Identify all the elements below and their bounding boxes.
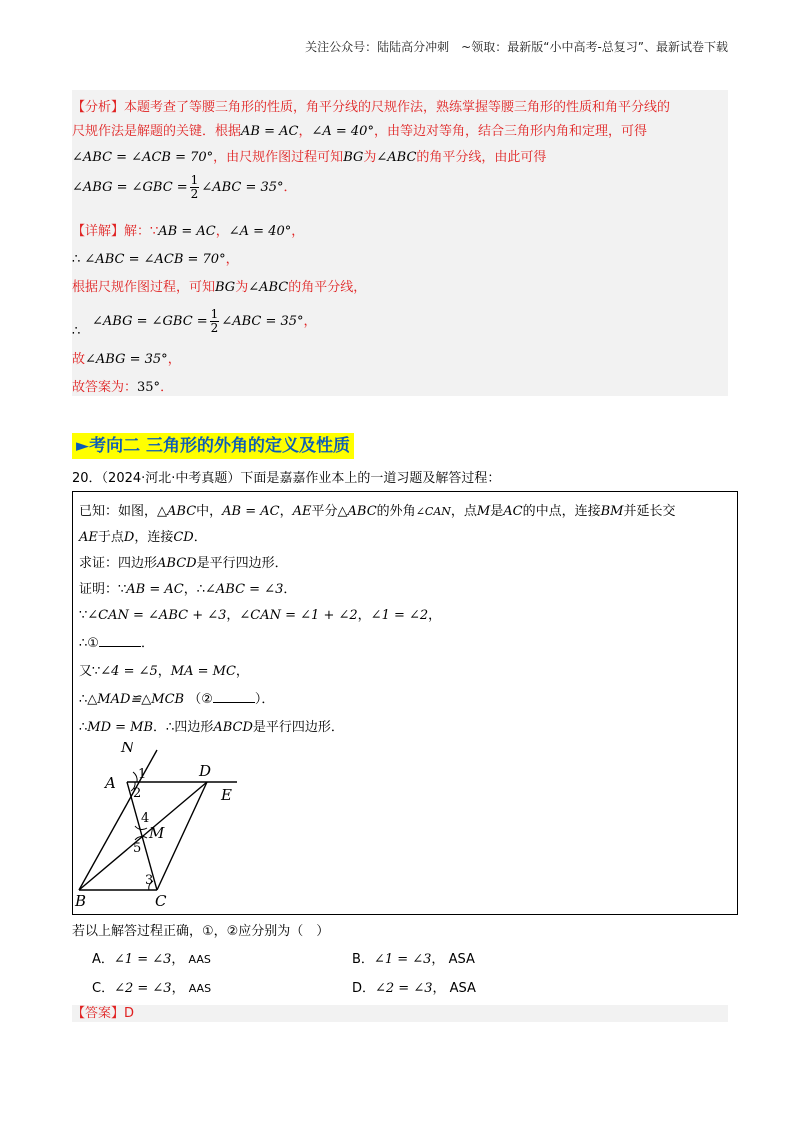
math: ∠4 = ∠5 (100, 664, 158, 679)
line-DC (157, 782, 207, 890)
prove-line (79, 552, 288, 571)
math: 35° (137, 380, 161, 395)
text: 中， (196, 504, 223, 519)
answer-bar (72, 1005, 728, 1022)
text: ．∴四边形 (153, 720, 214, 735)
math: ∠1 = ∠2 (370, 608, 429, 623)
page-header: 关注公众号：陆陆高分冲刺 ~领取：最新版“小中高考-总复习”、最新试卷下载 (305, 40, 728, 54)
angle-label-1: 1 (138, 767, 147, 782)
text: 的外角 (376, 504, 416, 519)
text: 平分 (311, 504, 338, 519)
math: ∠ABC = ∠ACB = 70° (84, 252, 226, 267)
angle-label-5: 5 (133, 841, 142, 856)
analysis-line-2 (72, 120, 647, 139)
question-box (72, 491, 738, 915)
text: ∴① (79, 636, 99, 651)
math: AB = AC (126, 582, 184, 597)
label-M: M (149, 824, 165, 842)
analysis-line-1 (72, 96, 670, 115)
math: D (123, 530, 135, 545)
text: ，∴ (183, 582, 205, 597)
solution-heading: 【详解】 (72, 224, 125, 239)
text: ． (160, 380, 174, 395)
math: BG (215, 280, 236, 295)
fraction-half (210, 308, 220, 335)
text: ， (171, 981, 185, 996)
math: ABCD (213, 720, 253, 735)
analysis-heading: 【分析】 (72, 100, 125, 115)
line-BD (79, 782, 207, 890)
given-line-1 (79, 500, 675, 519)
math: ∠ABC = ∠ACB = 70° (72, 150, 214, 165)
text: 又∵ (79, 664, 101, 679)
text: ， (291, 224, 305, 239)
text: ． (283, 180, 297, 195)
option-b[interactable] (352, 948, 475, 967)
math: BG (343, 150, 364, 165)
text: ，由尺规作图过程可知 (213, 150, 344, 165)
analysis-text: 本题考查了等腰三角形的性质，角平分线的尺规作法，熟练掌握等腰三角形的性质和角平分线的 (124, 100, 671, 115)
text: 的角平分线， (288, 280, 367, 295)
proof-line-5 (79, 688, 274, 707)
text: 求证：四边形 (79, 556, 158, 571)
option-d[interactable] (352, 977, 476, 996)
math: AB = AC (158, 224, 216, 239)
analysis-line-4 (72, 174, 297, 201)
option-rule: ASA (449, 981, 476, 996)
answer-blank-2[interactable] (213, 690, 255, 703)
solution-line-4 (72, 308, 317, 339)
math: CD (173, 530, 194, 545)
angle-arc-1 (133, 772, 137, 782)
math: MD = MB (87, 720, 154, 735)
angle-arc-4 (135, 826, 147, 829)
text: 是 (490, 504, 504, 519)
text: ∴ (79, 720, 88, 735)
label-C: C (155, 892, 167, 910)
solution-line-2 (72, 248, 239, 267)
answer-blank-1[interactable] (99, 634, 141, 647)
text: 解：∵ (124, 224, 159, 239)
option-letter: C． (92, 981, 115, 996)
math: ∠2 = ∠3 (114, 981, 172, 996)
angle-label-3: 3 (145, 873, 154, 888)
proof-line-1 (79, 578, 296, 597)
math: AB = AC (222, 504, 280, 519)
text: 故 (72, 352, 86, 367)
therefore-symbol: ∴ (72, 324, 81, 339)
text: ， (303, 314, 317, 329)
fraction-half (190, 174, 200, 201)
text: 根据尺规作图过程，可知 (72, 280, 216, 295)
text: ． (140, 636, 154, 651)
angle-label-4: 4 (141, 811, 150, 826)
text: ，由等边对等角，结合三角形内角和定理，可得 (373, 124, 647, 139)
text: ，点 (450, 504, 477, 519)
text: ， (298, 124, 312, 139)
text: 的中点，连接 (522, 504, 601, 519)
answer-value: D (124, 1006, 135, 1021)
option-a[interactable] (92, 948, 211, 967)
denominator: 2 (210, 321, 219, 335)
solution-line-6 (72, 376, 173, 395)
math: M (476, 504, 491, 519)
math: ∠1 = ∠3 (373, 952, 432, 967)
proof-line-6 (79, 716, 344, 735)
text: 尺规作法是解题的关键．根据 (72, 124, 242, 139)
text: ， (235, 664, 249, 679)
math: AE (292, 504, 312, 519)
label-B: B (75, 892, 87, 910)
label-D: D (199, 762, 212, 780)
math: ∠ABG = ∠GBC = (72, 180, 188, 195)
text: 于点 (97, 530, 124, 545)
text: ， (431, 952, 445, 967)
solution-line-1 (72, 220, 304, 239)
math: ∠ABG = 35° (85, 352, 168, 367)
proof-line-3 (79, 632, 154, 651)
text: ， (432, 981, 446, 996)
math: △MAD≌△MCB (87, 692, 185, 707)
geometry-figure (71, 742, 261, 912)
option-rule: ASA (448, 952, 475, 967)
text: ． (193, 530, 207, 545)
math: ∠ABC (376, 150, 417, 165)
math: AC (503, 504, 523, 519)
proof-line-4 (79, 660, 249, 679)
text: ， (357, 608, 371, 623)
option-letter: A． (92, 952, 114, 967)
text: 已知：如图， (79, 504, 158, 519)
given-line-2 (79, 526, 207, 545)
text: 是平行四边形． (252, 720, 344, 735)
label-E: E (221, 786, 232, 804)
text: 为 (363, 150, 377, 165)
text: ， (279, 504, 293, 519)
text: ， (225, 252, 239, 267)
text: ， (226, 608, 240, 623)
math: ∠ABC = ∠3 (205, 582, 284, 597)
text: ． (283, 582, 297, 597)
numerator: 1 (210, 307, 219, 321)
text: ）． (254, 692, 275, 707)
text: 证明：∵ (79, 582, 127, 597)
text: 为 (235, 280, 249, 295)
analysis-line-3 (72, 146, 546, 165)
math: ∠CAN (415, 505, 451, 518)
text: ， (428, 608, 442, 623)
math: AB = AC (241, 124, 299, 139)
option-letter: B． (352, 952, 374, 967)
math: ∠ABC = 35° (201, 180, 284, 195)
text: ，连接 (134, 530, 174, 545)
math: ABCD (157, 556, 197, 571)
math: ∠CAN = ∠ABC + ∠3 (87, 608, 227, 623)
math: AE (79, 530, 98, 545)
text: （② (188, 692, 213, 707)
section-title: ►考向二 三角形的外角的定义及性质 (72, 433, 354, 459)
question-prompt: 若以上解答过程正确，①，②应分别为（ ） (72, 924, 330, 939)
solution-line-3 (72, 276, 366, 295)
math: ∠ABG = ∠GBC = (92, 314, 208, 329)
analysis-block (72, 90, 728, 396)
text: ， (215, 224, 229, 239)
answer-heading: 【答案】 (72, 1006, 125, 1021)
numerator: 1 (190, 173, 199, 187)
text: ， (157, 664, 171, 679)
math: MA = MC (170, 664, 236, 679)
math: △ABC (337, 504, 377, 519)
math: ∠2 = ∠3 (375, 981, 433, 996)
text: ∵ (79, 608, 88, 623)
denominator: 2 (190, 187, 199, 201)
math: ∠A = 40° (311, 124, 374, 139)
math: ∠1 = ∠3 (113, 952, 172, 967)
text: 是平行四边形． (196, 556, 288, 571)
text: ， (171, 952, 185, 967)
question-intro: 20．（2024·河北·中考真题）下面是嘉嘉作业本上的一道习题及解答过程： (72, 471, 501, 486)
angle-label-2: 2 (133, 786, 142, 801)
text: ∴ (79, 692, 88, 707)
math: BM (600, 504, 624, 519)
option-c[interactable] (92, 977, 211, 996)
math: △ABC (157, 504, 197, 519)
math: ∠ABC (248, 280, 289, 295)
option-letter: D． (352, 981, 376, 996)
label-A: A (105, 774, 116, 792)
text: 并延长交 (623, 504, 676, 519)
math: ∠A = 40° (228, 224, 292, 239)
text: ， (167, 352, 181, 367)
math: ∠CAN = ∠1 + ∠2 (239, 608, 358, 623)
therefore-symbol: ∴ (72, 252, 81, 267)
proof-line-2 (79, 604, 441, 623)
solution-line-5 (72, 348, 181, 367)
label-N: N (121, 742, 135, 756)
option-rule: AAS (188, 953, 211, 966)
math: ∠ABC = 35° (221, 314, 304, 329)
text: 的角平分线，由此可得 (416, 150, 547, 165)
text: 故答案为： (72, 380, 138, 395)
option-rule: AAS (188, 982, 212, 995)
